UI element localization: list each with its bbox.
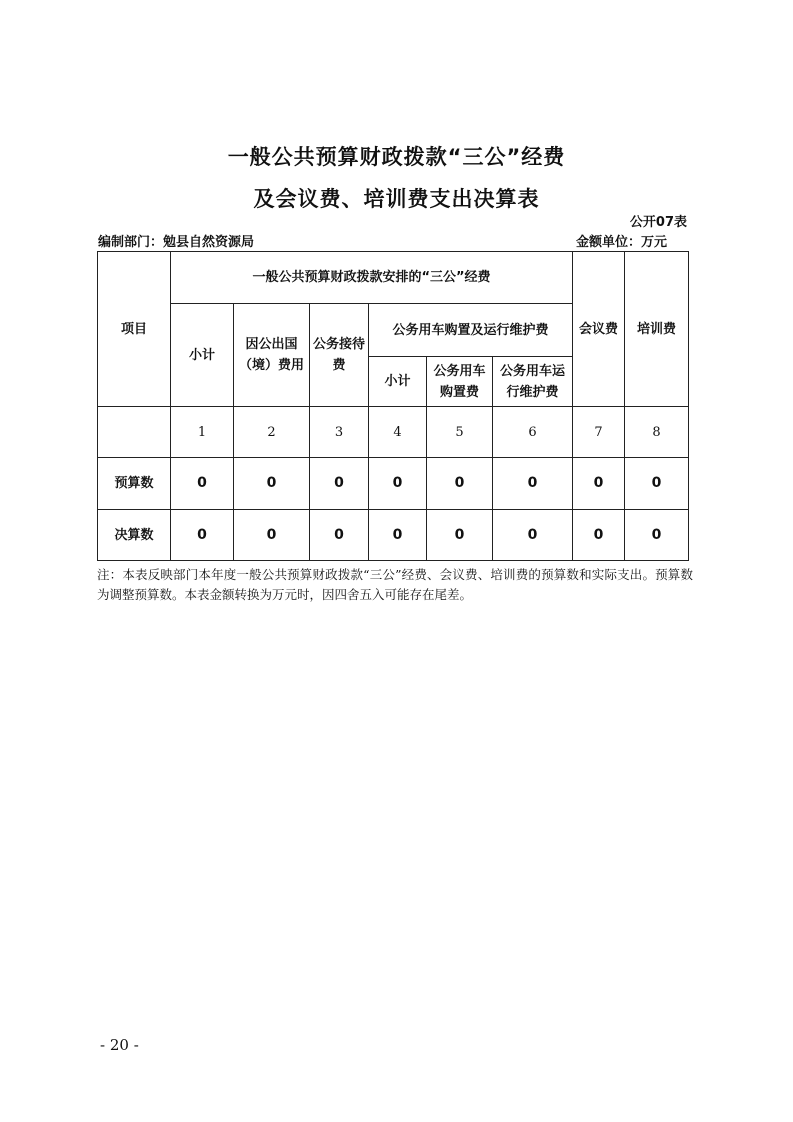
table-cell: 0 bbox=[625, 458, 689, 510]
page-number: - 20 - bbox=[100, 1036, 139, 1054]
header-abroad: 因公出国（境）费用 bbox=[234, 304, 310, 407]
title-line-1: 一般公共预算财政拨款“三公”经费 bbox=[227, 145, 566, 169]
header-reception: 公务接待费 bbox=[310, 304, 369, 407]
title-line-2: 及会议费、培训费支出决算表 bbox=[253, 187, 540, 211]
column-number: 2 bbox=[234, 407, 310, 458]
department-label: 编制部门：勉县自然资源局 bbox=[98, 235, 255, 250]
table-cell: 0 bbox=[234, 510, 310, 561]
table-row-budget bbox=[98, 458, 689, 510]
header-group: 一般公共预算财政拨款安排的“三公”经费 bbox=[171, 252, 573, 304]
column-number: 5 bbox=[427, 407, 493, 458]
table-cell: 0 bbox=[171, 510, 234, 561]
column-number: 1 bbox=[171, 407, 234, 458]
table-note: 注：本表反映部门本年度一般公共预算财政拨款“三公”经费、会议费、培训费的预算数和实际支出。预算数为调整预算数。本表金额转换为万元时，因四舍五入可能存在尾差。 bbox=[97, 567, 693, 602]
column-number: 3 bbox=[310, 407, 369, 458]
expense-table bbox=[97, 251, 689, 561]
column-number-row bbox=[98, 407, 689, 458]
column-number: 4 bbox=[369, 407, 427, 458]
table-cell: 0 bbox=[573, 458, 625, 510]
column-number-blank bbox=[98, 407, 171, 458]
table-cell: 0 bbox=[493, 458, 573, 510]
row-label-budget: 预算数 bbox=[98, 458, 171, 510]
column-number: 7 bbox=[573, 407, 625, 458]
table-cell: 0 bbox=[369, 510, 427, 561]
header-row-1 bbox=[98, 252, 689, 304]
header-meeting: 会议费 bbox=[573, 252, 625, 407]
header-training: 培训费 bbox=[625, 252, 689, 407]
table-cell: 0 bbox=[573, 510, 625, 561]
form-number: 公开07表 bbox=[629, 215, 687, 230]
table-cell: 0 bbox=[310, 458, 369, 510]
table-row-final bbox=[98, 510, 689, 561]
table-cell: 0 bbox=[625, 510, 689, 561]
table-cell: 0 bbox=[310, 510, 369, 561]
header-vehicle-subtotal: 小计 bbox=[369, 357, 427, 407]
header-item: 项目 bbox=[98, 252, 171, 407]
table-cell: 0 bbox=[427, 458, 493, 510]
table-cell: 0 bbox=[234, 458, 310, 510]
header-subtotal: 小计 bbox=[171, 304, 234, 407]
table-cell: 0 bbox=[171, 458, 234, 510]
header-vehicle-purchase: 公务用车购置费 bbox=[427, 357, 493, 407]
header-vehicle-group: 公务用车购置及运行维护费 bbox=[369, 304, 573, 357]
unit-label: 金额单位：万元 bbox=[575, 235, 667, 250]
column-number: 6 bbox=[493, 407, 573, 458]
row-label-final: 决算数 bbox=[98, 510, 171, 561]
table-cell: 0 bbox=[427, 510, 493, 561]
table-cell: 0 bbox=[493, 510, 573, 561]
header-vehicle-operation: 公务用车运行维护费 bbox=[493, 357, 573, 407]
table-cell: 0 bbox=[369, 458, 427, 510]
column-number: 8 bbox=[625, 407, 689, 458]
